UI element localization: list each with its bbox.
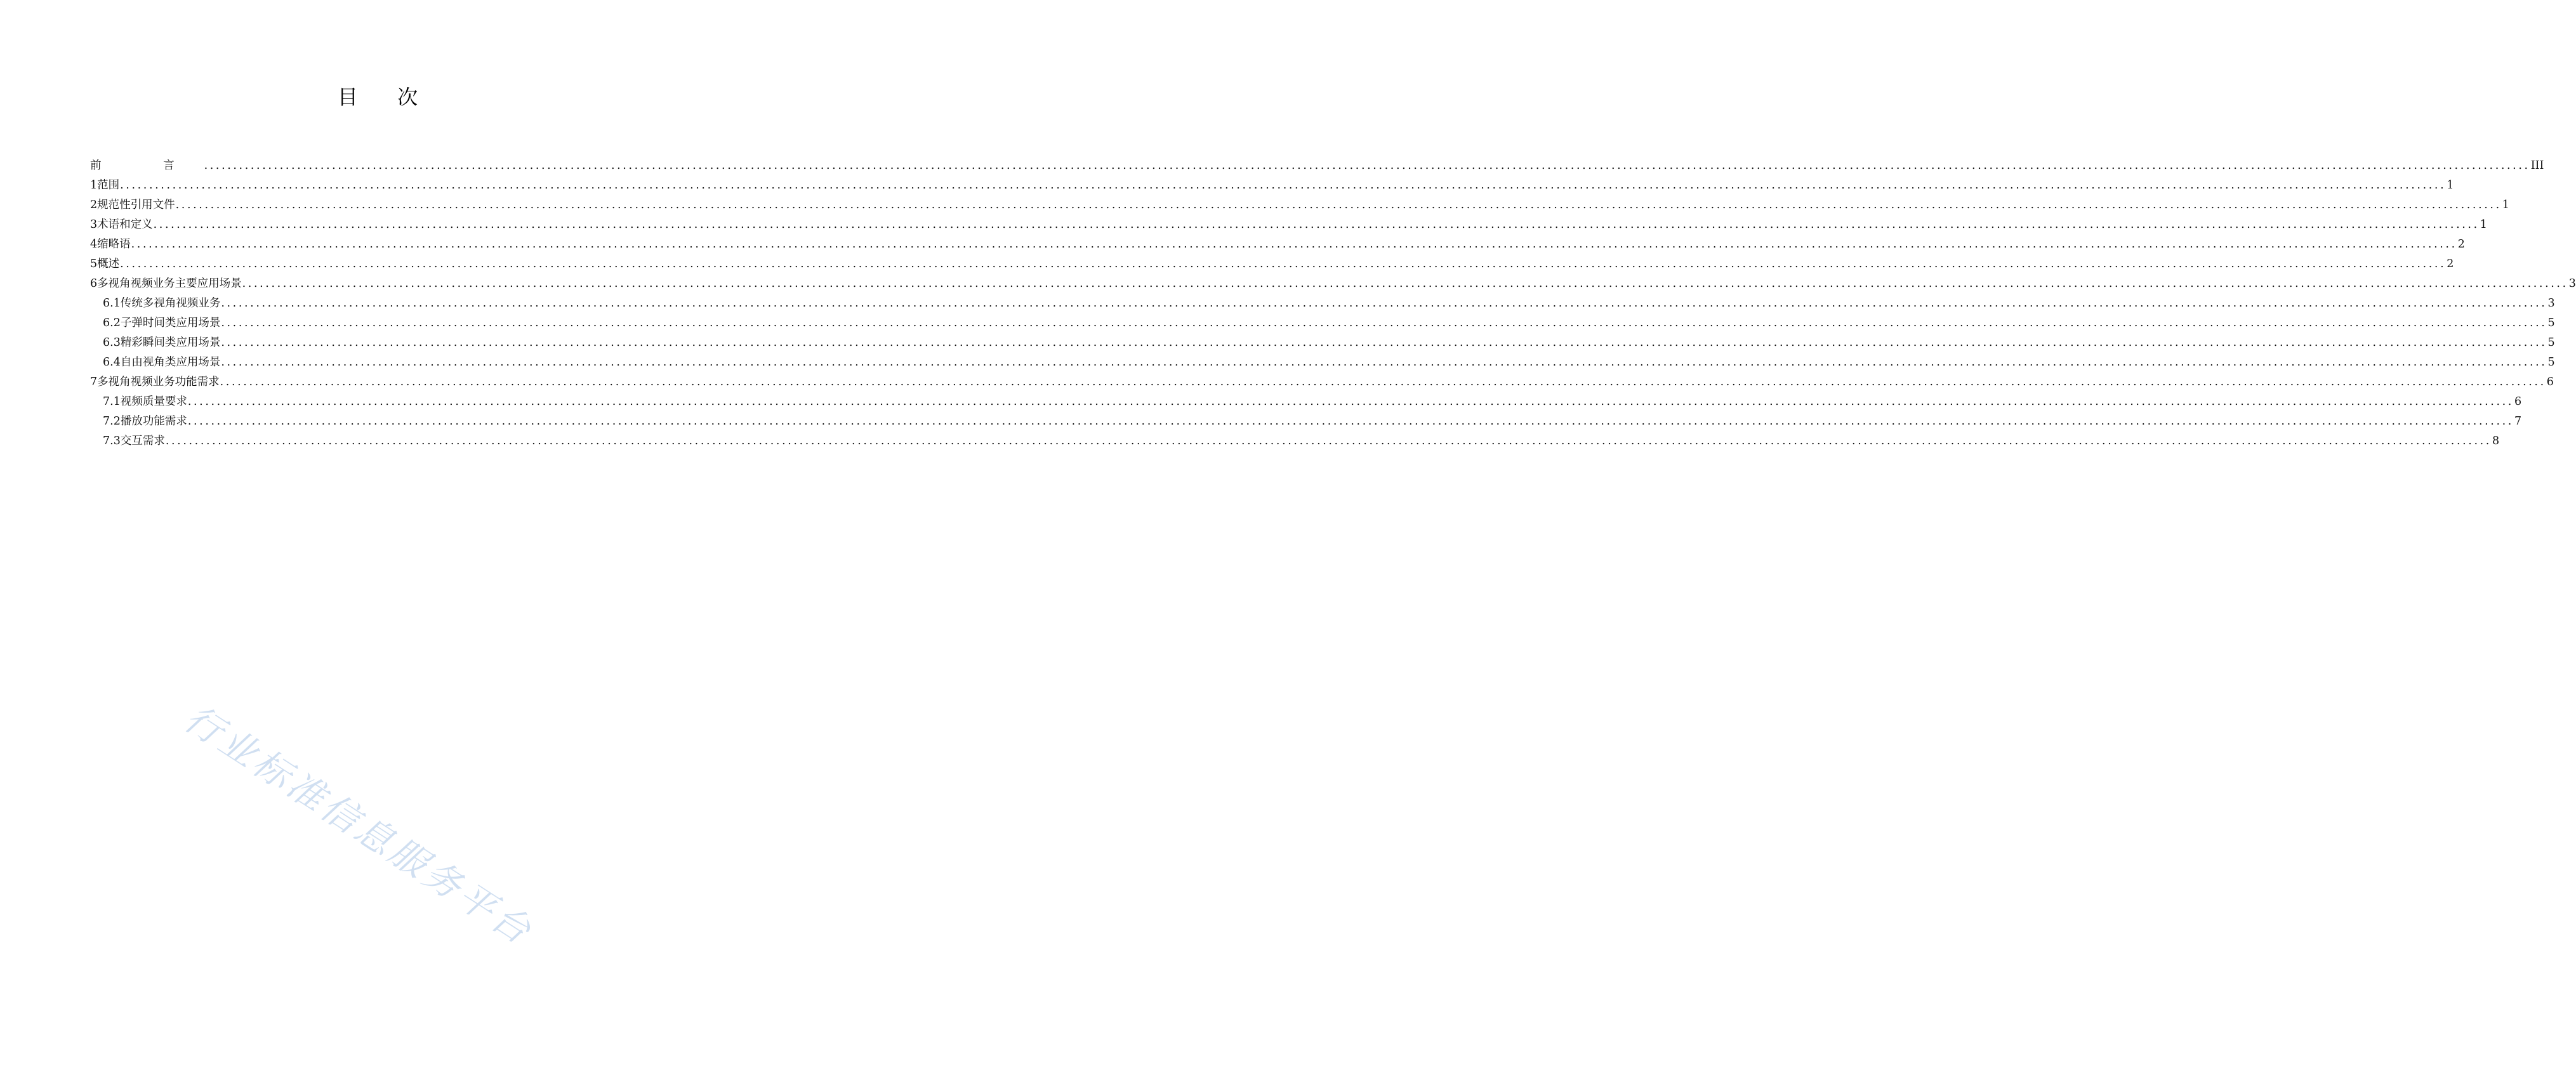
toc-entry-page-number: 5 (2547, 356, 2555, 369)
toc-entry[interactable] (90, 195, 2509, 215)
toc-entry[interactable] (90, 353, 2555, 372)
toc-entry[interactable] (90, 392, 2522, 412)
toc-entry-number: 5 (90, 258, 98, 270)
toc-entry-number: 7 (90, 376, 98, 388)
toc-dot-leader: ................................................................................................................................................................................................................................................................................................................................................................................................................ (175, 199, 2502, 211)
toc-entry-number: 7.2 (103, 415, 121, 428)
toc-entry-number: 6.3 (103, 336, 121, 349)
toc-entry-page-number: 2 (2457, 238, 2465, 251)
toc-entry[interactable] (90, 333, 2555, 353)
toc-entry-title: 规范性引用文件 (97, 199, 175, 211)
toc-entry[interactable] (90, 274, 2576, 294)
toc-dot-leader: ................................................................................................................................................................................................................................................................................................................................................................................................................ (242, 277, 2568, 290)
toc-entry-title: 播放功能需求 (120, 415, 187, 428)
toc-entry-title: 范围 (97, 179, 120, 192)
toc-entry[interactable] (90, 432, 2500, 451)
toc-entry-title: 交互需求 (120, 435, 165, 447)
toc-dot-leader: ................................................................................................................................................................................................................................................................................................................................................................................................................ (220, 376, 2546, 388)
toc-entry-page-number: 5 (2547, 336, 2555, 349)
toc-entry[interactable] (90, 215, 2487, 235)
toc-entry-page-number: 8 (2492, 435, 2500, 447)
toc-entry[interactable] (90, 156, 2544, 176)
toc-entry-page-number: 5 (2547, 317, 2555, 329)
toc-entry-page-number: III (2530, 159, 2544, 172)
toc-entry-page-number: 1 (2502, 199, 2509, 211)
toc-entry-page-number: 3 (2568, 277, 2576, 290)
toc-dot-leader: ................................................................................................................................................................................................................................................................................................................................................................................................................ (187, 415, 2514, 428)
toc-entry[interactable] (90, 235, 2465, 254)
toc-dot-leader: ................................................................................................................................................................................................................................................................................................................................................................................................................ (221, 336, 2547, 349)
toc-entry-title: 多视角视频业务主要应用场景 (97, 277, 242, 290)
toc-entry-number: 4 (90, 238, 98, 251)
toc-entry[interactable] (90, 313, 2555, 333)
toc-entry[interactable] (90, 294, 2555, 313)
toc-entry-title: 术语和定义 (97, 218, 153, 231)
table-of-contents (90, 156, 2576, 451)
toc-entry-page-number: 1 (2480, 218, 2487, 231)
toc-dot-leader: ................................................................................................................................................................................................................................................................................................................................................................................................................ (221, 297, 2547, 310)
toc-dot-leader: ................................................................................................................................................................................................................................................................................................................................................................................................................ (153, 218, 2480, 231)
toc-entry-page-number: 6 (2514, 395, 2522, 408)
toc-entry-page-number: 3 (2547, 297, 2555, 310)
toc-entry-number: 7.3 (103, 435, 121, 447)
toc-entry-title: 精彩瞬间类应用场景 (120, 336, 221, 349)
toc-entry-title: 多视角视频业务功能需求 (97, 376, 220, 388)
toc-entry-page-number: 1 (2447, 179, 2454, 192)
toc-entry-title: 子弹时间类应用场景 (120, 317, 221, 329)
toc-dot-leader: ................................................................................................................................................................................................................................................................................................................................................................................................................ (131, 238, 2457, 251)
toc-entry-title: 前 言 (90, 159, 204, 172)
toc-dot-leader: ................................................................................................................................................................................................................................................................................................................................................................................................................ (120, 258, 2447, 270)
toc-entry-number: 6.2 (103, 317, 121, 329)
toc-dot-leader: ................................................................................................................................................................................................................................................................................................................................................................................................................ (221, 356, 2547, 369)
toc-entry-title: 传统多视角视频业务 (120, 297, 221, 310)
toc-entry-number: 1 (90, 179, 98, 192)
toc-entry[interactable] (90, 254, 2454, 274)
toc-entry[interactable] (90, 412, 2522, 432)
toc-entry-page-number: 2 (2447, 258, 2454, 270)
toc-dot-leader: ................................................................................................................................................................................................................................................................................................................................................................................................................ (187, 395, 2514, 408)
toc-entry-number: 7.1 (103, 395, 121, 408)
toc-entry-title: 自由视角类应用场景 (120, 356, 221, 369)
toc-entry-number: 2 (90, 199, 98, 211)
toc-entry-title: 概述 (97, 258, 120, 270)
toc-dot-leader: ................................................................................................................................................................................................................................................................................................................................................................................................................ (120, 179, 2447, 192)
toc-dot-leader: ................................................................................................................................................................................................................................................................................................................................................................................................................ (221, 317, 2547, 329)
toc-entry-page-number: 6 (2546, 376, 2554, 388)
toc-entry[interactable] (90, 176, 2454, 195)
toc-entry-number: 6.4 (103, 356, 121, 369)
toc-entry-title: 视频质量要求 (120, 395, 187, 408)
toc-entry-number: 6 (90, 277, 98, 290)
page-title: 目 次 (337, 85, 435, 109)
toc-dot-leader: ................................................................................................................................................................................................................................................................................................................................................................................................................ (204, 159, 2530, 172)
watermark: 行业标准信息服务平台 (176, 696, 541, 954)
toc-entry-number: 3 (90, 218, 98, 231)
toc-entry-title: 缩略语 (97, 238, 131, 251)
toc-entry-number: 6.1 (103, 297, 121, 310)
toc-entry[interactable] (90, 372, 2554, 392)
toc-entry-page-number: 7 (2514, 415, 2522, 428)
toc-dot-leader: ................................................................................................................................................................................................................................................................................................................................................................................................................ (165, 435, 2492, 447)
